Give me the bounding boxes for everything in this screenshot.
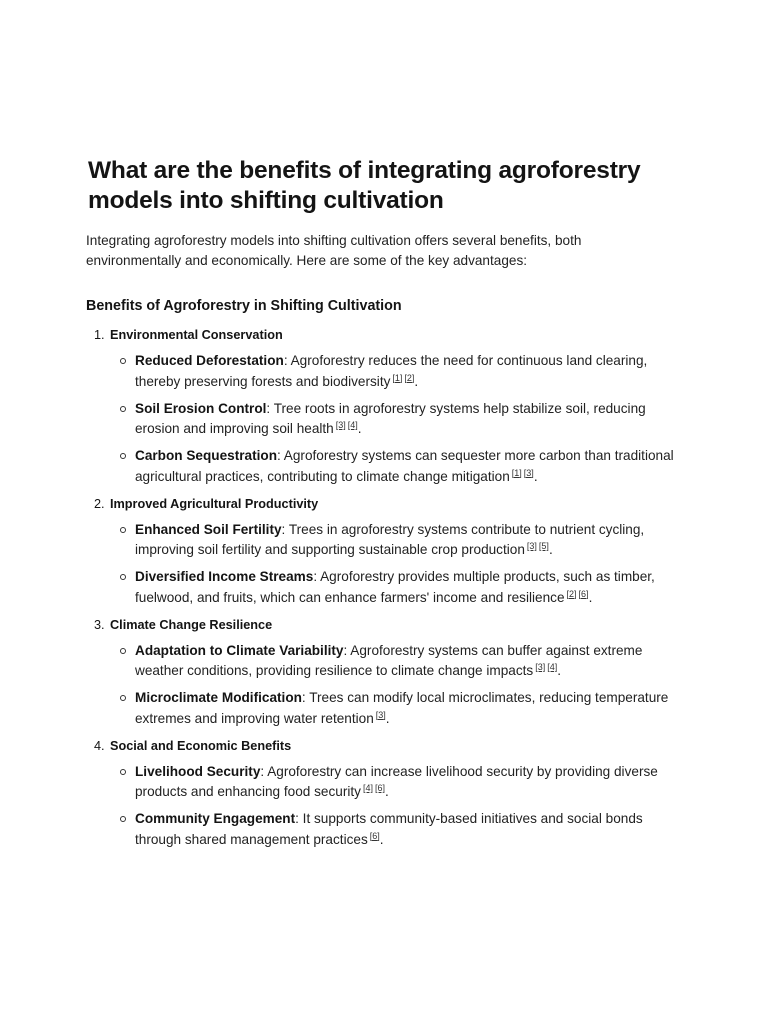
section-title-text: Environmental Conservation (110, 328, 283, 342)
section-title-text: Climate Change Resilience (110, 617, 273, 632)
list-item (135, 399, 678, 440)
citation-link[interactable]: [3] (535, 662, 546, 672)
list-item (135, 446, 678, 487)
section-number: 2. (94, 496, 105, 511)
section-title (94, 494, 678, 514)
section-number: 1. (94, 328, 105, 342)
benefit-title: Livelihood Security (135, 763, 261, 779)
sentence-period: . (557, 663, 562, 678)
section-item (86, 325, 678, 487)
list-item (135, 351, 678, 392)
benefit-title: Soil Erosion Control (135, 400, 267, 416)
citation-link[interactable]: [1] (511, 467, 522, 478)
benefit-title: Community Engagement (135, 811, 296, 826)
section-heading: Benefits of Agroforestry in Shifting Cultivation (86, 298, 402, 314)
benefit-description: : Agroforestry reduces the need for continuous land clearing, thereby preserving forests and biodiversity (135, 353, 648, 389)
benefit-title: Enhanced Soil Fertility (135, 521, 282, 537)
citation-link[interactable]: [3] (526, 541, 537, 551)
benefit-sublist (86, 762, 678, 851)
citation-link[interactable]: [6] (578, 588, 589, 599)
citation-link[interactable]: [1] (392, 372, 403, 383)
list-item (135, 567, 678, 608)
benefit-sublist (86, 351, 678, 487)
sentence-period: . (548, 542, 553, 557)
sentence-period: . (357, 421, 362, 436)
section-title (94, 736, 678, 756)
citation-link[interactable]: [2] (566, 588, 577, 599)
benefit-description: : Agroforestry systems can buffer against extreme weather conditions, providing resilience to climate change impacts (135, 642, 643, 678)
sentence-period: . (385, 784, 389, 799)
list-item (135, 762, 678, 803)
list-item (135, 809, 678, 850)
citation-link[interactable]: [4] (547, 662, 558, 672)
citation-link[interactable]: [3] (335, 420, 346, 430)
list-item (135, 520, 678, 561)
citation-link[interactable]: [6] (374, 783, 385, 793)
section-item (86, 736, 678, 851)
benefits-list (86, 325, 678, 850)
citation-link[interactable]: [4] (347, 420, 358, 430)
benefit-description: : Agroforestry can increase livelihood security by providing diverse products and enhancing food security (135, 763, 658, 799)
section-title-text: Social and Economic Benefits (110, 738, 292, 753)
section-title (94, 325, 678, 345)
section-item (86, 615, 678, 730)
benefit-description: : Trees in agroforestry systems contribute to nutrient cycling, improving soil fertility and supporting sustainable crop production (135, 521, 645, 557)
benefit-title: Carbon Sequestration (135, 448, 277, 463)
citation-link[interactable]: [6] (369, 830, 380, 841)
benefit-sublist (86, 641, 678, 730)
benefit-description: : It supports community-based initiatives and social bonds through shared management practices (135, 811, 643, 847)
sentence-period: . (588, 589, 593, 605)
citation-link[interactable]: [3] (375, 709, 386, 720)
benefit-description: : Agroforestry systems can sequester more carbon than traditional agricultural practices, contributing to climate change mitigation (135, 448, 674, 484)
section-number: 3. (94, 617, 105, 632)
section-item (86, 494, 678, 609)
benefit-description: : Tree roots in agroforestry systems help stabilize soil, reducing erosion and improving soil health (135, 400, 646, 436)
benefit-description: : Agroforestry provides multiple products, such as timber, fuelwood, and fruits, which can enhance farmers' income and resilience (135, 569, 655, 605)
sentence-period: . (533, 468, 538, 484)
sentence-period: . (385, 710, 390, 726)
benefit-title: Adaptation to Climate Variability (135, 642, 344, 658)
benefit-title: Diversified Income Streams (135, 569, 314, 584)
benefit-title: Reduced Deforestation (135, 353, 284, 368)
citation-link[interactable]: [4] (362, 783, 373, 793)
benefit-description: : Trees can modify local microclimates, reducing temperature extremes and improving water retention (135, 690, 669, 726)
section-number: 4. (94, 738, 105, 753)
section-title (94, 615, 678, 635)
citation-link[interactable]: [2] (404, 372, 415, 383)
list-item (135, 688, 678, 729)
intro-paragraph: Integrating agroforestry models into shifting cultivation offers several benefits, both environmentally and economically. Here are some of the key advantages: (86, 233, 582, 268)
section-title-text: Improved Agricultural Productivity (110, 496, 319, 511)
sentence-period: . (379, 831, 384, 847)
benefit-title: Microclimate Modification (135, 690, 302, 705)
list-item (135, 641, 678, 682)
citation-link[interactable]: [5] (538, 541, 549, 551)
page-title: What are the benefits of integrating agroforestry models into shifting cultivation (88, 157, 641, 214)
citation-link[interactable]: [3] (523, 467, 534, 478)
sentence-period: . (414, 373, 419, 389)
benefit-sublist (86, 520, 678, 609)
